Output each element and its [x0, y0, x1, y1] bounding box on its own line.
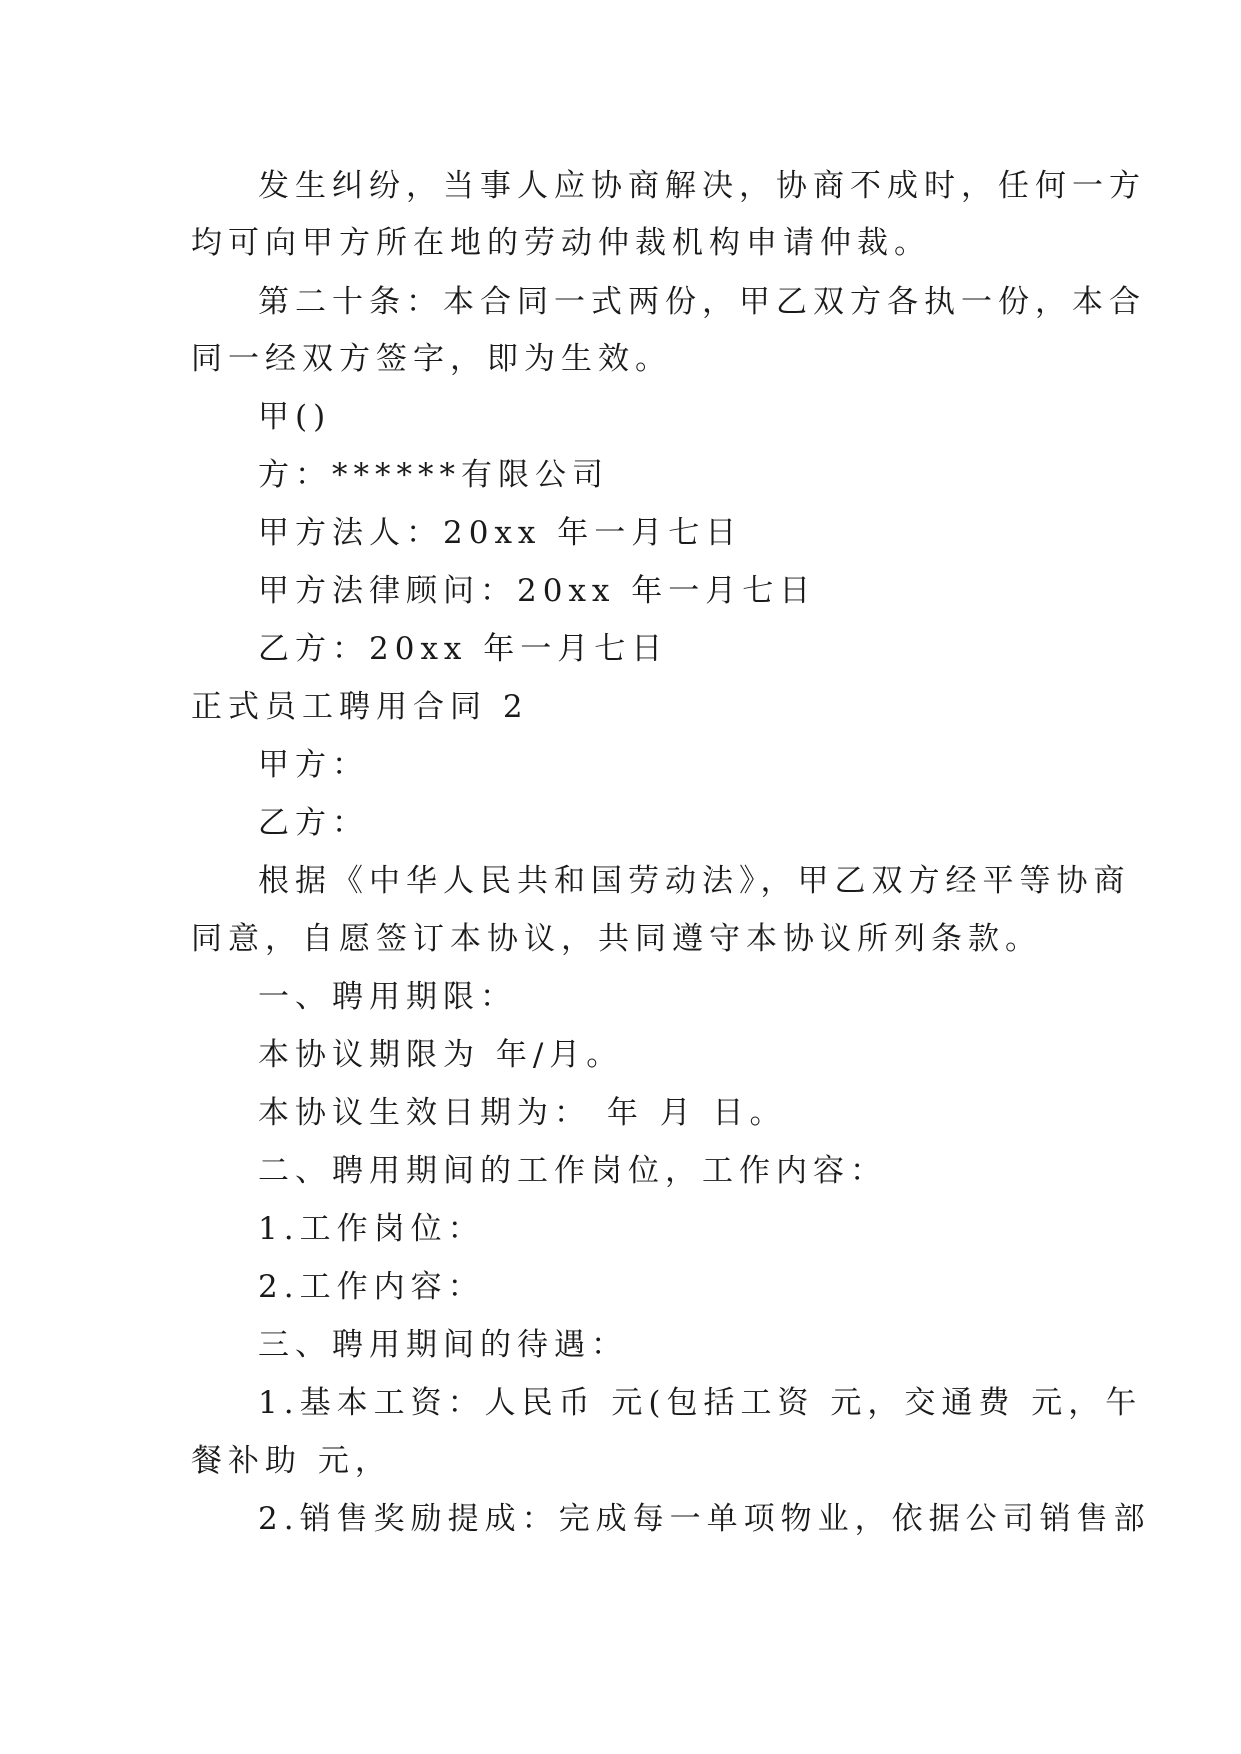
list-item: 1.工作岗位：	[258, 1211, 485, 1247]
preamble-line: 根据《中华人民共和国劳动法》，甲乙双方经平等协商	[258, 863, 1131, 899]
party-a-legal-person: 甲方法人：20xx 年一月七日	[258, 515, 743, 551]
paragraph-line: 发生纠纷，当事人应协商解决，协商不成时，任何一方	[258, 168, 1146, 204]
party-a-field: 甲方：	[258, 747, 369, 783]
list-item: 2.销售奖励提成：完成每一单项物业，依据公司销售部	[258, 1501, 1151, 1537]
party-b-date: 乙方：20xx 年一月七日	[258, 631, 669, 667]
party-b-field: 乙方：	[258, 805, 369, 841]
paragraph-line: 同一经双方签字，即为生效。	[191, 341, 672, 377]
list-item-continuation: 餐补助 元，	[191, 1443, 392, 1479]
list-item: 2.工作内容：	[258, 1269, 485, 1305]
contract-title: 正式员工聘用合同 2	[191, 689, 529, 725]
paragraph-line: 均可向甲方所在地的劳动仲裁机构申请仲裁。	[191, 225, 931, 261]
party-a-label: 甲()	[258, 399, 332, 435]
preamble-line: 同意，自愿签订本协议，共同遵守本协议所列条款。	[191, 921, 1042, 957]
term-line: 本协议期限为 年/月。	[258, 1037, 624, 1073]
section-heading: 三、聘用期间的待遇：	[258, 1327, 628, 1363]
article-20-line: 第二十条：本合同一式两份，甲乙双方各执一份，本合	[258, 284, 1146, 320]
section-heading: 二、聘用期间的工作岗位，工作内容：	[258, 1153, 887, 1189]
section-heading: 一、聘用期限：	[258, 979, 517, 1015]
list-item: 1.基本工资：人民币 元(包括工资 元，交通费 元，午	[258, 1385, 1143, 1421]
effective-date-line: 本协议生效日期为： 年 月 日。	[258, 1095, 787, 1131]
party-a-company: 方：******有限公司	[258, 457, 609, 493]
party-a-legal-counsel: 甲方法律顾问：20xx 年一月七日	[258, 573, 817, 609]
